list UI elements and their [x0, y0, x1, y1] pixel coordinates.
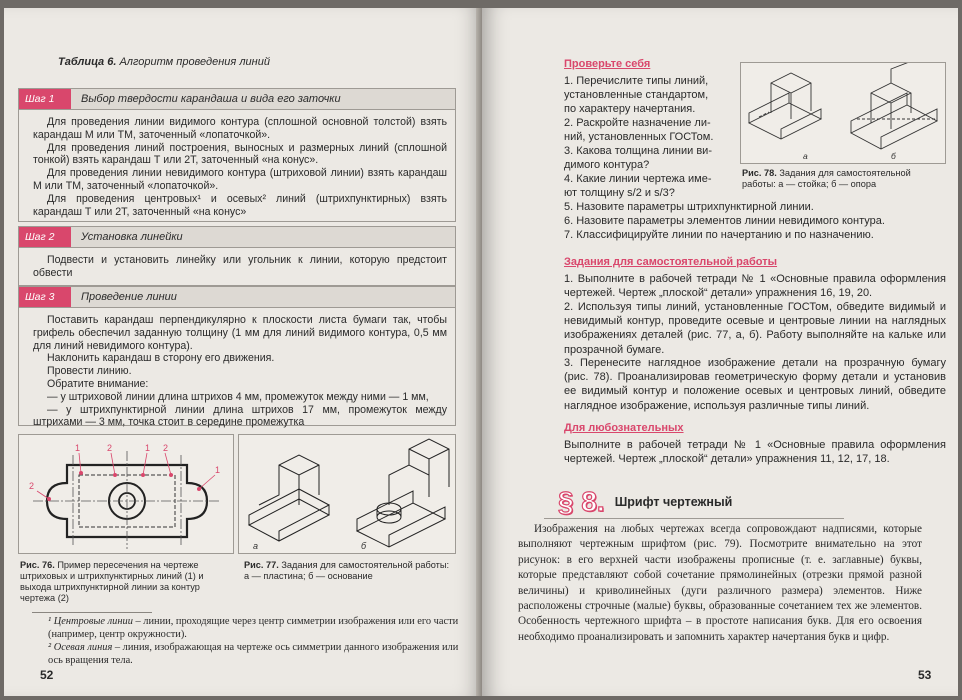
- step-3-header: [18, 286, 456, 308]
- fig76-label: Рис. 76.: [20, 560, 55, 570]
- question-line: ний, установленных ГОСТом.: [564, 131, 714, 143]
- curious-text: Выполните в рабочей тетради № 1 «Основные правила оформления чертежей. Чертеж „плоской“ детали» упражнения 11, 12, 17, 18.: [564, 439, 946, 466]
- fig77-mark-a: а: [253, 541, 259, 551]
- question-line: димого контура?: [564, 159, 650, 171]
- step-2-name: Установка линейки: [81, 231, 183, 243]
- step-2-body: [18, 248, 456, 286]
- fig77-label: Рис. 77.: [244, 560, 279, 570]
- step-1-name: Выбор твердости карандаша и вида его заточки: [81, 93, 341, 105]
- table-name: Алгоритм проведения линий: [119, 56, 270, 68]
- figure-78: [740, 62, 946, 164]
- fig76-drawing: [19, 435, 235, 555]
- step-3-para: Обратите внимание:: [47, 377, 149, 390]
- figure-76: [18, 434, 234, 554]
- fig76-mark: 1: [75, 443, 81, 453]
- chapter-title: Шрифт чертежный: [614, 495, 733, 509]
- step-1-header: [18, 88, 456, 110]
- task-2: 2. Используя типы линий, установленные ГОСТом, обведите видимый и невидимый контур, проведите осевые и центровые линии на наглядных изображениях деталей (рис. 77, а, б). Работу выполняйте на кальке или прозрачной бумаге.: [564, 301, 946, 356]
- chapter-number: § 8.: [558, 486, 605, 517]
- question-line: 4. Какие линии чертежа име-: [564, 173, 712, 185]
- fig78-mark-b: б: [891, 151, 896, 161]
- step-1-body: [18, 110, 456, 222]
- page-number-right: 53: [918, 668, 932, 682]
- step-3-para: — у штриховой линии длина штрихов 4 мм, промежуток между ними — 1 мм,: [47, 390, 429, 403]
- footnote-1-term: ¹ Центровые линии: [48, 616, 133, 627]
- fig76-mark: 1: [145, 443, 151, 453]
- fig76-mark: 2: [29, 481, 35, 491]
- fig76-mark: 2: [107, 443, 113, 453]
- fig76-mark: 2: [163, 443, 169, 453]
- question-line: 7. Классифицируйте линии по начертанию и по назначению.: [564, 229, 874, 241]
- step-2-tag: Шаг 2: [19, 227, 71, 247]
- step-3-body: [18, 308, 456, 429]
- step-3-tag: Шаг 3: [19, 287, 71, 307]
- question-line: по характеру начертания.: [564, 103, 696, 115]
- tasks-title: Задания для самостоятельной работы: [564, 256, 778, 268]
- left-page: [4, 8, 482, 696]
- footnote-1: [48, 616, 466, 641]
- question-line: 6. Назовите параметры элементов линии невидимого контура.: [564, 215, 885, 227]
- fig77-caption: [244, 560, 454, 582]
- step-2-para: Подвести и установить линейку или угольник к линии, которую предстоит обвести: [33, 254, 447, 279]
- step-1-para: Для проведения линии видимого контура (сплошной основной толстой) взять карандаш М или ТМ, заточенный «лопаточкой».: [33, 116, 447, 141]
- question-line: 3. Какова толщина линии ви-: [564, 145, 712, 157]
- curious-title: Для любознательных: [564, 422, 684, 434]
- step-1-tag: Шаг 1: [19, 89, 71, 109]
- step-3-para: — у штрихпунктирной линии длина штрихов 17 мм, промежуток между штрихами — 3 мм, точка стоит в середине промежутка: [33, 403, 447, 429]
- table-number: Таблица 6.: [58, 56, 117, 68]
- task-3: 3. Перенесите наглядное изображение детали на прозрачную бумагу (рис. 78). Проанализировав геометрическую форму детали и установив ее видимый контур и положение осевых и центровых линий, обведите наглядное изображение, используя различные типы линий.: [564, 357, 946, 412]
- task-1: 1. Выполните в рабочей тетради № 1 «Основные правила оформления чертежей. Чертеж „плоской“ детали» упражнения 16, 19, 20.: [564, 273, 946, 300]
- footnote-2-term: ² Осевая линия: [48, 642, 113, 653]
- question-line: 2. Раскройте назначение ли-: [564, 117, 711, 129]
- fig77-drawing: [239, 435, 457, 555]
- fig78-drawing: [741, 63, 947, 165]
- fig77-caption-text: Задания для самостоятельной работы: а — пластина; б — основание: [244, 560, 450, 581]
- footnote-2-text: – линия, изображающая на чертеже ось симметрии данного изображения или ось вращения тела.: [48, 642, 459, 666]
- check-yourself-title: Проверьте себя: [564, 58, 651, 70]
- chapter-divider: [544, 518, 844, 519]
- fig77-mark-b: б: [361, 541, 367, 551]
- fig76-caption: [20, 560, 234, 604]
- footnote-2: [48, 642, 466, 667]
- question-line: установленные стандартом,: [564, 89, 709, 101]
- step-1-para: Для проведения линии невидимого контура (штриховой линии) взять карандаш М или ТМ, заточенный «лопаточкой».: [33, 167, 447, 192]
- footnote-rule: [32, 612, 152, 613]
- step-3-para: Наклонить карандаш в сторону его движения.: [47, 352, 275, 365]
- fig78-label: Рис. 78.: [742, 168, 777, 178]
- table-title: [58, 56, 270, 68]
- fig78-caption: [742, 168, 946, 190]
- page-number-left: 52: [40, 668, 54, 682]
- step-2-header: [18, 226, 456, 248]
- question-line: 5. Назовите параметры штрихпунктирной линии.: [564, 201, 814, 213]
- fig78-caption-text: Задания для самостоятельной работы: а — стойка; б — опора: [742, 168, 911, 189]
- step-3-name: Проведение линии: [81, 291, 177, 303]
- question-line: 1. Перечислите типы линий,: [564, 75, 709, 87]
- step-3-para: Провести линию.: [47, 365, 132, 378]
- fig76-caption-text: Пример пересечения на чертеже штриховых и штрихпунктирных линий (1) и выхода штрихпунктирной линии за контур чертежа (2): [20, 560, 204, 603]
- fig78-mark-a: а: [803, 151, 808, 161]
- step-3-para: Поставить карандаш перпендикулярно к плоскости листа бумаги так, чтобы грифель обеспечил заданную толщину (1 мм для линий видимого контура, 0,5 мм для линий невидимого контура).: [33, 314, 447, 352]
- footnote-1-text: – линии, проходящие через центр симметрии изображения или его части (например, центр окружности).: [48, 616, 459, 640]
- right-page: [482, 8, 958, 696]
- fig76-mark: 1: [215, 465, 221, 475]
- figure-77: [238, 434, 456, 554]
- step-1-para: Для проведения линий построения, выносных и размерных линий (сплошной тонкой) взять карандаш Т или 2Т, заточенный «на конус».: [33, 141, 447, 167]
- question-line: ют толщину s/2 и s/3?: [564, 187, 675, 199]
- chapter-heading: [558, 486, 732, 518]
- step-1-para: Для проведения центровых¹ и осевых² линий (штрихпунктирных) взять карандаш Т или 2Т, заточенный «на конус»: [33, 192, 447, 218]
- chapter-body: Изображения на любых чертежах всегда сопровождают надписями, которые выполняют чертежным шрифтом (рис. 79). Посмотрите внимательно на этот рисунок: в его верхней части изображены прописные (т. е. заглавные) буквы, которые представляют собой сочетание прямолинейных (отрезки прямой разной величины) и криволинейных (дуги различного размера) элементов. Ниже расположены строчные (малые) буквы, образованные сочетанием тех же элементов. Особенность чертежного шрифта – в простоте написания букв. Для его освоения необходимо проанализировать и запомнить характер начертания букв и цифр.: [518, 523, 922, 643]
